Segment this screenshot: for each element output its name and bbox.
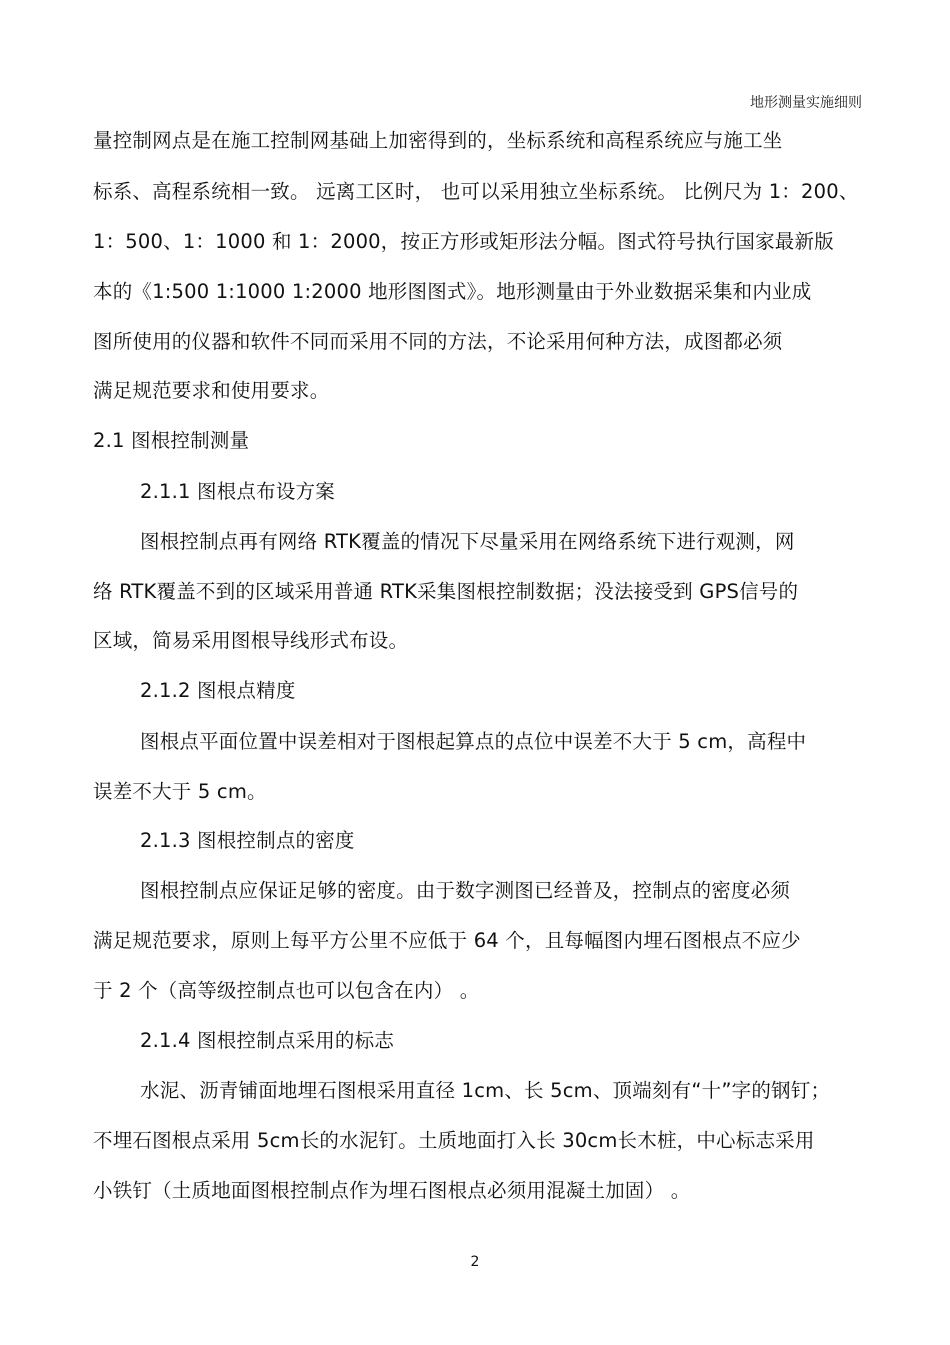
subsection-heading: 2.1.2 图根点精度 [140, 679, 296, 702]
subsection-heading: 2.1.3 图根控制点的密度 [140, 829, 355, 852]
body-line: 1：500、1：1000 和 1：2000，按正方形或矩形法分幅。图式符号执行国家最新版 [93, 230, 834, 253]
body-line: 图根点平面位置中误差相对于图根起算点的点位中误差不大于 5 cm，高程中 [140, 730, 807, 753]
page-number: 2 [470, 1254, 480, 1270]
body-line: 图所使用的仪器和软件不同而采用不同的方法，不论采用何种方法，成图都必须 [93, 330, 783, 353]
body-line: 小铁钉（土质地面图根控制点作为埋石图根点必须用混凝土加固） 。 [93, 1179, 691, 1202]
body-line: 量控制网点是在施工控制网基础上加密得到的，坐标系统和高程系统应与施工坐 [93, 129, 783, 152]
body-line: 图根控制点应保证足够的密度。由于数字测图已经普及，控制点的密度必须 [140, 879, 791, 902]
body-line: 标系、高程系统相一致。 远离工区时， 也可以采用独立坐标系统。 比例尺为 1：200、 [93, 180, 859, 203]
body-line: 满足规范要求和使用要求。 [93, 379, 330, 402]
body-line: 区域，简易采用图根导线形式布设。 [93, 629, 409, 652]
subsection-heading: 2.1.4 图根控制点采用的标志 [140, 1029, 395, 1052]
running-header: 地形测量实施细则 [750, 95, 862, 111]
section-heading: 2.1 图根控制测量 [93, 429, 250, 452]
subsection-heading: 2.1.1 图根点布设方案 [140, 480, 335, 503]
body-line: 络 RTK覆盖不到的区域采用普通 RTK采集图根控制数据；没法接受到 GPS信号的 [93, 580, 799, 603]
body-line: 于 2 个（高等级控制点也可以包含在内） 。 [93, 979, 480, 1002]
body-line: 满足规范要求，原则上每平方公里不应低于 64 个，且每幅图内埋石图根点不应少 [93, 929, 801, 952]
body-line: 误差不大于 5 cm。 [93, 780, 267, 803]
body-line: 本的《1:500 1:1000 1:2000 地形图图式》。地形测量由于外业数据采集和内业成 [93, 280, 812, 303]
body-line: 不埋石图根点采用 5cm长的水泥钉。土质地面打入长 30cm长木桩，中心标志采用 [93, 1129, 815, 1152]
body-line: 水泥、沥青铺面地埋石图根采用直径 1cm、长 5cm、顶端刻有“十”字的钢钉； [140, 1079, 831, 1102]
body-line: 图根控制点再有网络 RTK覆盖的情况下尽量采用在网络系统下进行观测，网 [140, 530, 795, 553]
